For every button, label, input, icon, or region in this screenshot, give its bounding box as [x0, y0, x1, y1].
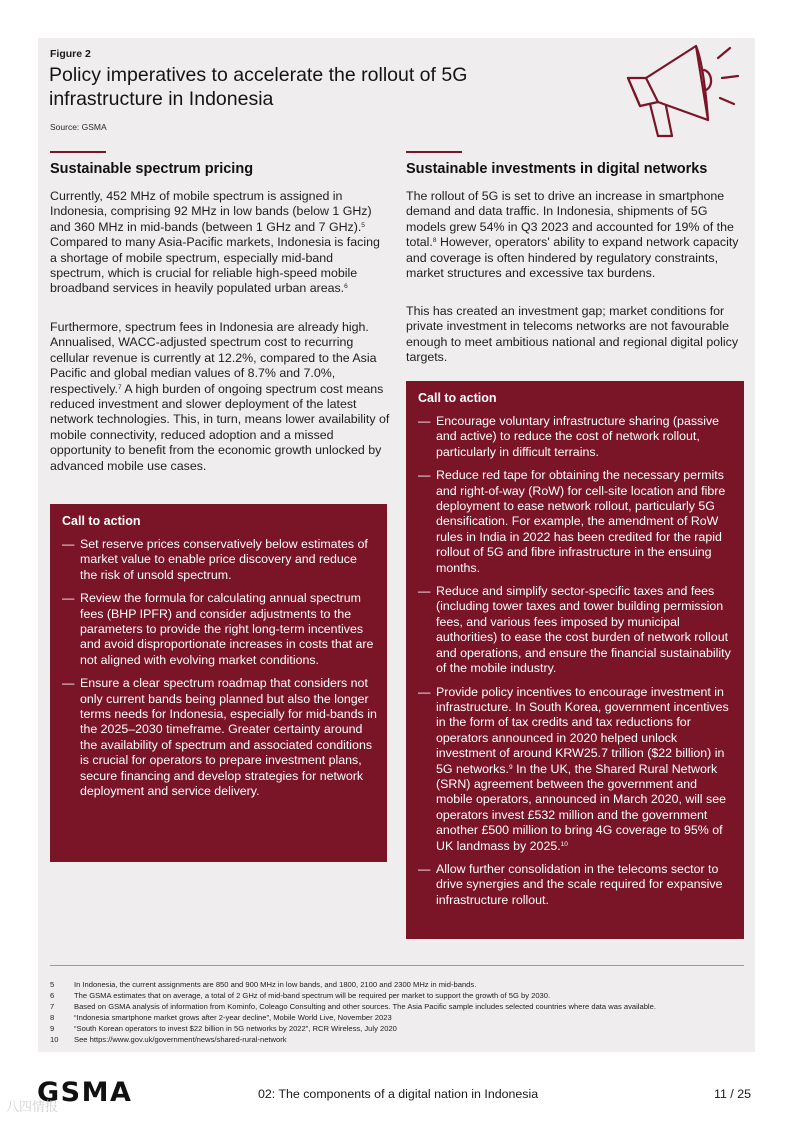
figure-source: Source: GSMA	[50, 122, 107, 132]
left-call-to-action-box	[50, 504, 387, 862]
page-number: 11 / 25	[714, 1087, 751, 1101]
right-paragraph-1: The rollout of 5G is set to drive an increase in smartphone demand and data traffic. In Indonesia, shipments of 5G models grew 54% in Q3 2023 and accounted for 19% of the total.$^8$ However, operators' ability to expand network capacity and coverage is often hindered by regulatory constraints, market structures and excessive tax burdens.	[406, 189, 739, 281]
list-item: — Reduce red tape for obtaining the necessary permits and right-of-way (RoW) for cell-site location and fibre deployment to ease network rollout, particularly 5G densification. For example, the amendment of RoW rules in India in 2022 has been credited for the rapid rollout of 5G and fibre infrastructure in the ensuing months.	[418, 468, 726, 575]
right-heading-rule	[406, 151, 462, 153]
footer-section-title: 02: The components of a digital nation in Indonesia	[258, 1087, 539, 1101]
figure-label: Figure 2	[50, 48, 91, 60]
left-paragraph-2: Furthermore, spectrum fees in Indonesia are already high. Annualised, WACC-adjusted spectrum cost to recurring cellular revenue is currently at 12.2%, compared to the Asia Pacific and global median values of 8.7% and 7.0%, respectively.$^7$ A high burden of ongoing spectrum cost means reduced investment and slower deployment of the latest network technologies. This, in turn, means lower availability of mobile connectivity, reduced adoption and a missed opportunity to benefit from the economic growth unlocked by advanced mobile use cases.	[50, 320, 390, 473]
right-column-heading: Sustainable investments in digital networks	[406, 161, 708, 177]
list-item: — Review the formula for calculating annual spectrum fees (BHP IPFR) and consider adjustments to the parameters to provide the right long-term incentives and avoid disproportionate increases in costs that are not aligned with evolving market conditions.	[62, 591, 374, 667]
left-paragraph-1: Currently, 452 MHz of mobile spectrum is assigned in Indonesia, comprising 92 MHz in low bands (below 1 GHz) and 360 MHz in mid-bands (between 1 GHz and 7 GHz).$^5$ Compared to many Asia-Pacific markets, Indonesia is facing a shortage of mobile spectrum, especially mid-band spectrum, which is crucial for reliable high-speed mobile broadband services in heavily populated urban areas.$^6$	[50, 189, 380, 296]
footnote: 6 The GSMA estimates that on average, a total of 2 GHz of mid-band spectrum will be required per market to support the growth of 5G by 2030.	[50, 991, 551, 1000]
list-item: — Allow further consolidation in the telecoms sector to drive synergies and the scale required for expansive infrastructure rollout.	[418, 861, 723, 907]
cta-title: Call to action	[418, 391, 497, 405]
footnote: 9 “South Korean operators to invest $22 billion in 5G networks by 2022”, RCR Wireless, July 2020	[50, 1024, 397, 1033]
megaphone-icon	[618, 40, 744, 140]
cta-list	[418, 414, 734, 908]
right-call-to-action-box	[406, 381, 744, 939]
figure-title: Policy imperatives to accelerate the rollout of 5G infrastructure in Indonesia	[49, 64, 468, 110]
watermark: 八四情报	[6, 1099, 59, 1114]
footnote: 10 See https://www.gov.uk/government/news/shared-rural-network	[50, 1035, 287, 1044]
cta-title: Call to action	[62, 514, 141, 528]
list-item: — Reduce and simplify sector-specific taxes and fees (including tower taxes and tower building permission fees, and various fees imposed by municipal authorities) to ease the cost burden of network rollout and operations, and ensure the financial sustainability of the mobile industry.	[418, 584, 731, 676]
list-item: — Set reserve prices conservatively below estimates of market value to enable price discovery and reduce the risk of unsold spectrum.	[62, 537, 368, 582]
footnotes	[50, 979, 750, 1045]
list-item: — Encourage voluntary infrastructure sharing (passive and active) to reduce the cost of network rollout, particularly in difficult terrains.	[418, 414, 720, 459]
left-column-heading: Sustainable spectrum pricing	[50, 161, 254, 177]
right-paragraph-2: This has created an investment gap; market conditions for private investment in telecoms networks are not favourable enough to meet ambitious national and regional digital policy targets.	[406, 304, 739, 365]
footnotes-rule	[50, 965, 744, 966]
cta-list	[62, 537, 377, 800]
list-item: — Ensure a clear spectrum roadmap that considers not only current bands being planned but also the longer terms needs for Indonesia, especially for mid-bands in the 2025–2030 timeframe. Greater certainty around the availability of spectrum and associated conditions is crucial for operators to prepare investment plans, secure financing and develop strategies for network deployment and service delivery.	[62, 676, 377, 799]
footnote: 7 Based on GSMA analysis of information from Kominfo, Coleago Consulting and other sources. The Asia Pacific sample includes selected countries where data was available.	[50, 1002, 656, 1011]
list-item: — Provide policy incentives to encourage investment in infrastructure. In South Korea, government incentives in the form of tax credits and tax reductions for operators announced in 2020 helped unlock investment of around KRW25.7 trillion ($22 billion) in 5G networks.$^9$ In the UK, the Shared Rural Network (SRN) agreement between the government and mobile operators, announced in March 2020, will see operators invest £532 million and the government another £500 million to bring 4G coverage to 95% of UK landmass by 2025.10	[418, 684, 729, 853]
footnote: 5 In Indonesia, the current assignments are 850 and 900 MHz in low bands, and 1800, 2100 and 2300 MHz in mid-bands.	[50, 980, 477, 989]
footnote: 8 “Indonesia smartphone market grows after 2-year decline”, Mobile World Live, November 2023	[50, 1013, 392, 1022]
left-heading-rule	[50, 151, 106, 153]
gsma-logo: GSMA	[37, 1077, 133, 1108]
